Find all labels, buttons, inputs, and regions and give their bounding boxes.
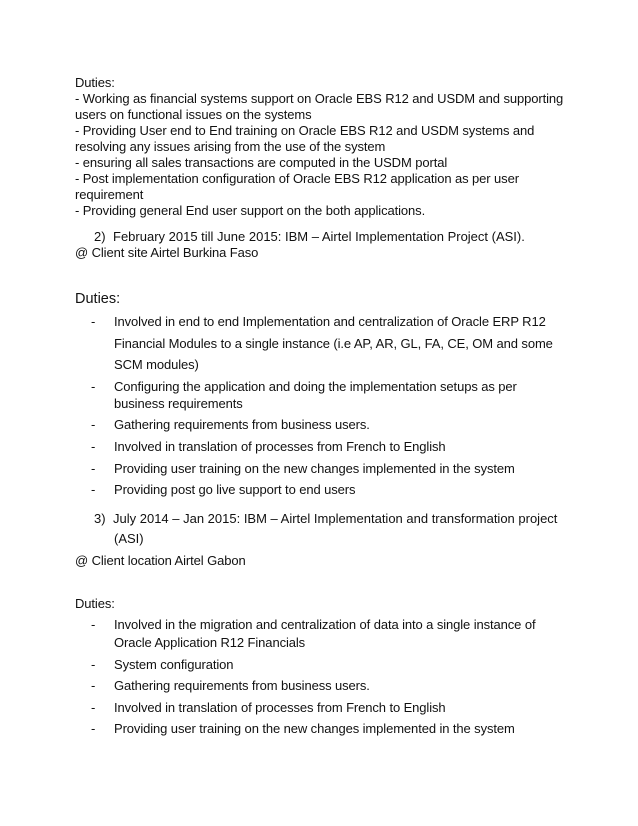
- text-line: - ensuring all sales transactions are computed in the USDM portal: [75, 155, 448, 170]
- bullet-text: Involved in translation of processes from French to English: [114, 439, 446, 454]
- bullet-text: Involved in end to end Implementation and centralization of Oracle ERP R12: [114, 314, 546, 329]
- client-site: @ Client location Airtel Gabon: [75, 553, 246, 568]
- text-line: - Providing general End user support on the both applications.: [75, 203, 426, 218]
- client-site: @ Client site Airtel Burkina Faso: [75, 245, 259, 260]
- bullet-dash: -: [91, 379, 96, 394]
- project-title: February 2015 till June 2015: IBM – Airtel Implementation Project (ASI).: [113, 229, 525, 244]
- bullet-dash: -: [91, 417, 96, 432]
- bullet-text: Providing post go live support to end users: [114, 482, 356, 497]
- duties-heading-2: Duties:: [75, 291, 121, 307]
- project-number: 3): [94, 511, 106, 526]
- bullet-text: Configuring the application and doing the implementation setups as per: [114, 379, 517, 394]
- bullet-text: Gathering requirements from business users.: [114, 678, 370, 693]
- text-line: - Working as financial systems support on Oracle EBS R12 and USDM and supporting: [75, 91, 564, 106]
- bullet-text: Providing user training on the new changes implemented in the system: [114, 721, 515, 736]
- bullet-dash: -: [91, 461, 96, 476]
- bullet-dash: -: [91, 482, 96, 497]
- bullet-text: Gathering requirements from business users.: [114, 417, 370, 432]
- text-line: - Post implementation configuration of Oracle EBS R12 application as per user: [75, 171, 519, 186]
- bullet-dash: -: [91, 314, 96, 329]
- duties-heading-1: Duties:: [75, 75, 115, 90]
- text-line: requirement: [75, 187, 144, 202]
- bullet-dash: -: [91, 721, 96, 736]
- bullet-text: Involved in translation of processes from French to English: [114, 700, 446, 715]
- bullet-dash: -: [91, 617, 96, 632]
- bullet-text: SCM modules): [114, 357, 199, 372]
- bullet-text: Oracle Application R12 Financials: [114, 635, 306, 650]
- project-title: July 2014 – Jan 2015: IBM – Airtel Implementation and transformation project: [113, 511, 558, 526]
- bullet-dash: -: [91, 678, 96, 693]
- bullet-dash: -: [91, 439, 96, 454]
- project-number: 2): [94, 229, 106, 244]
- project-title-continued: (ASI): [114, 531, 144, 546]
- duties-heading-3: Duties:: [75, 596, 115, 611]
- bullet-dash: -: [91, 700, 96, 715]
- bullet-text: Financial Modules to a single instance (i.e AP, AR, GL, FA, CE, OM and some: [114, 336, 553, 351]
- bullet-text: Involved in the migration and centralization of data into a single instance of: [114, 617, 536, 632]
- bullet-text: System configuration: [114, 657, 234, 672]
- bullet-text: Providing user training on the new changes implemented in the system: [114, 461, 515, 476]
- bullet-text: business requirements: [114, 396, 243, 411]
- text-line: - Providing User end to End training on Oracle EBS R12 and USDM systems and: [75, 123, 535, 138]
- text-line: resolving any issues arising from the use of the system: [75, 139, 386, 154]
- bullet-dash: -: [91, 657, 96, 672]
- text-line: users on functional issues on the systems: [75, 107, 312, 122]
